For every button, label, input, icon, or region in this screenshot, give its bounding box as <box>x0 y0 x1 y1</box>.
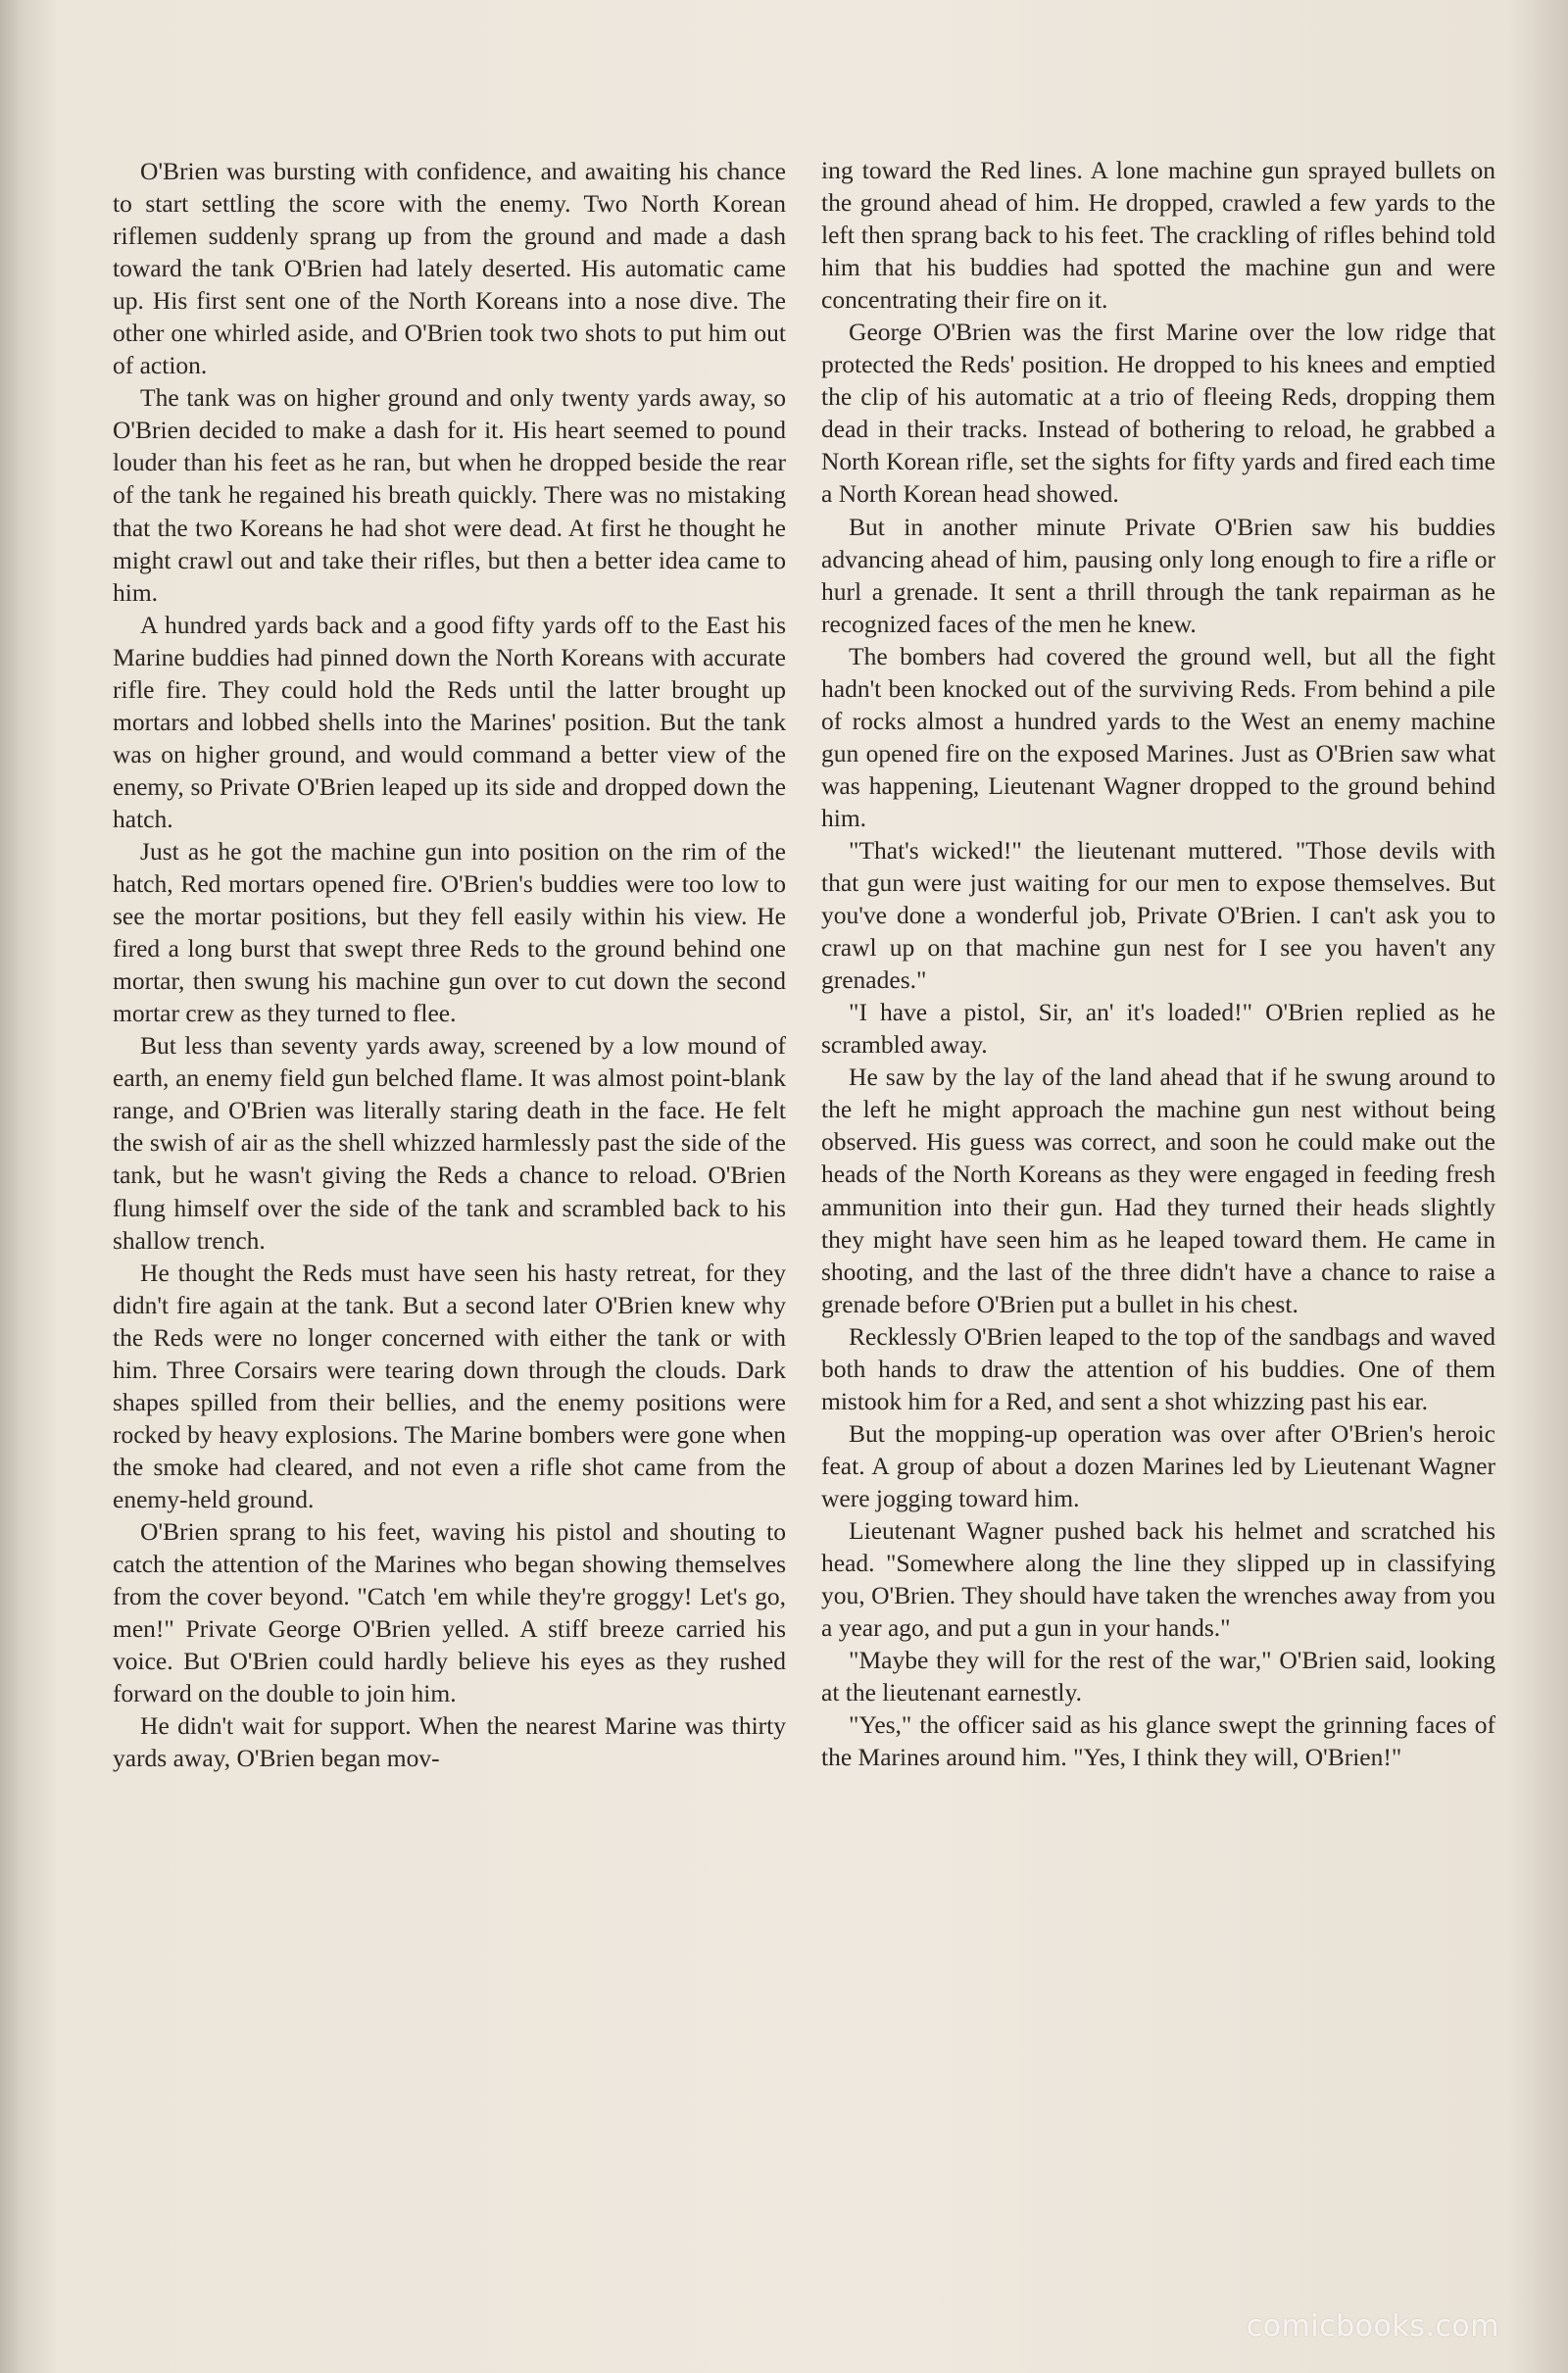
paragraph: The tank was on higher ground and only twenty yards away, so O'Brien decided to make a dash for it. His heart seemed to pound louder than his feet as he ran, but when he dropped beside the rear of the tank he regained his breath quickly. There was no mistaking that the two Koreans he had shot were dead. At first he thought he might crawl out and take their rifles, but then a better idea came to him. <box>113 383 786 607</box>
paragraph: O'Brien was bursting with confidence, and awaiting his chance to start settling the score with the enemy. Two North Korean riflemen suddenly sprang up from the ground and made a dash toward the tank O'Brien had lately deserted. His automatic came up. His first sent one of the North Koreans into a nose dive. The other one whirled aside, and O'Brien took two shots to put him out of action. <box>113 157 786 380</box>
paragraph: "That's wicked!" the lieutenant muttered. "Those devils with that gun were just waiting for our men to expose themselves. But you've done a wonderful job, Private O'Brien. I can't ask you to crawl up on that machine gun nest for I see you haven't any grenades." <box>821 835 1495 995</box>
paragraph: O'Brien sprang to his feet, waving his pistol and shouting to catch the attention of the Marines who began showing themselves from the cover beyond. "Catch 'em while they're groggy! Let's go, men!" Private George O'Brien yelled. A stiff breeze carried his voice. But O'Brien could hardly believe his eyes as they rushed forward on the double to join him. <box>113 1516 786 1708</box>
paragraph: "I have a pistol, Sir, an' it's loaded!" O'Brien replied as he scrambled away. <box>821 998 1495 1060</box>
paragraph: "Yes," the officer said as his glance swept the grinning faces of the Marines around him. "Yes, I think they will, O'Brien!" <box>821 1710 1495 1772</box>
paragraph: Recklessly O'Brien leaped to the top of the sandbags and waved both hands to draw the attention of his buddies. One of them mistook him for a Red, and sent a shot whizzing past his ear. <box>821 1321 1495 1415</box>
paragraph: George O'Brien was the first Marine over the low ridge that protected the Reds' position. He dropped to his knees and emptied the clip of his automatic at a trio of fleeing Reds, dropping them dead in their tracks. Instead of bothering to reload, he grabbed a North Korean rifle, set the sights for fifty yards and fired each time a North Korean head showed. <box>821 318 1495 509</box>
paragraph: Lieutenant Wagner pushed back his helmet and scratched his head. "Somewhere along the line they slipped up in classifying you, O'Brien. They should have taken the wrenches away from you a year ago, and put a gun in your hands." <box>821 1515 1495 1643</box>
paragraph: A hundred yards back and a good fifty yards off to the East his Marine buddies had pinned down the North Koreans with accurate rifle fire. They could hold the Reds until the latter brought up mortars and lobbed shells into the Marines' position. But the tank was on higher ground, and would command a better view of the enemy, so Private O'Brien leaped up its side and dropped down the hatch. <box>113 610 786 833</box>
paragraph: The bombers had covered the ground well, but all the fight hadn't been knocked out of the surviving Reds. From behind a pile of rocks almost a hundred yards to the West an enemy machine gun opened fire on the exposed Marines. Just as O'Brien saw what was happening, Lieutenant Wagner dropped to the ground behind him. <box>821 641 1495 832</box>
paragraph: "Maybe they will for the rest of the war," O'Brien said, looking at the lieutenant earnestly. <box>821 1646 1495 1707</box>
paragraph: He thought the Reds must have seen his hasty retreat, for they didn't fire again at the tank. But a second later O'Brien knew why the Reds were no longer concerned with either the tank or with him. Three Corsairs were tearing down through the clouds. Dark shapes spilled from their bellies, and the enemy positions were rocked by heavy explosions. The Marine bombers were gone when the smoke had cleared, and not even a rifle shot came from the enemy-held ground. <box>113 1258 786 1513</box>
paragraph: But in another minute Private O'Brien saw his buddies advancing ahead of him, pausing only long enough to fire a rifle or hurl a grenade. It sent a thrill through the tank repairman as he recognized faces of the men he knew. <box>821 512 1495 638</box>
paragraph: But less than seventy yards away, screened by a low mound of earth, an enemy field gun belched flame. It was almost point-blank range, and O'Brien was literally staring death in the face. He felt the swish of air as the shell whizzed harmlessly past the side of the tank, but he wasn't giving the Reds a chance to reload. O'Brien flung himself over the side of the tank and scrambled back to his shallow trench. <box>113 1031 786 1255</box>
right-text-column <box>821 154 1495 1773</box>
paragraph: But the mopping-up operation was over after O'Brien's heroic feat. A group of about a dozen Marines led by Lieutenant Wagner were jogging toward him. <box>821 1418 1495 1512</box>
paragraph: ing toward the Red lines. A lone machine gun sprayed bullets on the ground ahead of him. He dropped, crawled a few yards to the left then sprang back to his feet. The crackling of rifles behind told him that his buddies had spotted the machine gun and were concentrating their fire on it. <box>821 156 1495 315</box>
site-watermark: comicbooks.com <box>1246 2309 1499 2344</box>
paragraph: He saw by the lay of the land ahead that if he swung around to the left he might approach the machine gun nest without being observed. His guess was correct, and soon he could make out the heads of the North Koreans as they were engaged in feeding fresh ammunition into their gun. Had they turned their heads slightly they might have seen him as he leaped toward them. He came in shooting, and the last of the three didn't have a chance to raise a grenade before O'Brien put a bullet in his chest. <box>821 1063 1495 1318</box>
left-text-column <box>113 155 786 1774</box>
paragraph: Just as he got the machine gun into position on the rim of the hatch, Red mortars opened fire. O'Brien's buddies were too low to see the mortar positions, but they fell easily within his view. He fired a long burst that swept three Reds to the ground behind one mortar, then swung his machine gun over to cut down the second mortar crew as they turned to flee. <box>113 836 786 1028</box>
paragraph: He didn't wait for support. When the nearest Marine was thirty yards away, O'Brien began mov- <box>113 1711 786 1773</box>
